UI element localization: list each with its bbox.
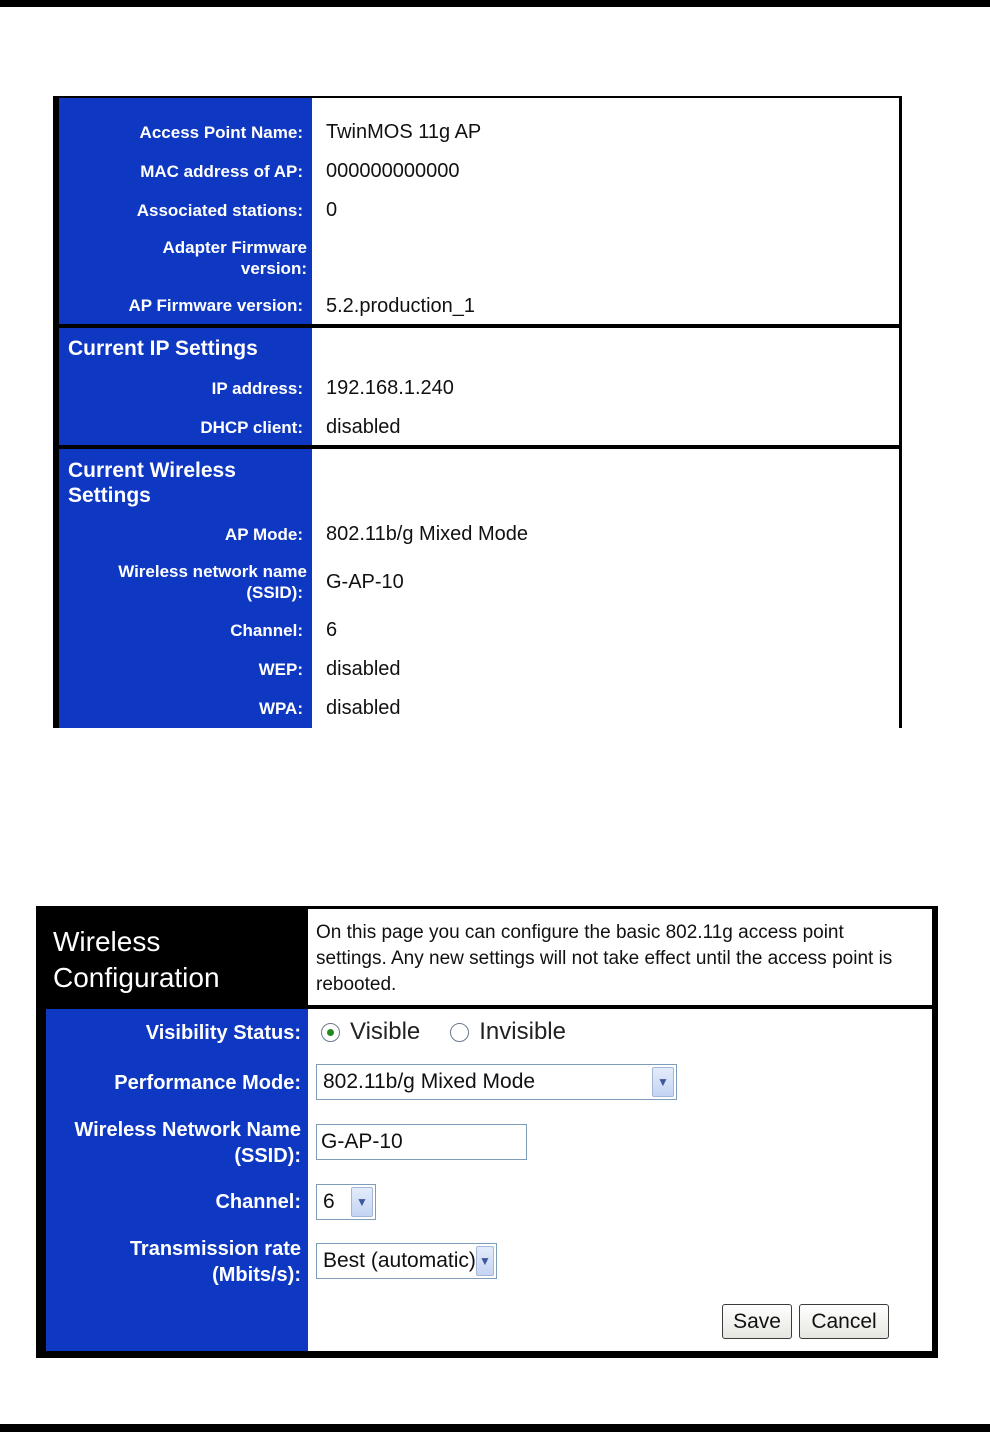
visible-option[interactable] [321, 1018, 420, 1046]
save-button[interactable]: Save [722, 1304, 792, 1339]
ssid-label-line2: (SSID): [246, 583, 303, 602]
config-description-line1: On this page you can configure the basic 802.11g access point [316, 922, 844, 943]
dhcp-client-value: disabled [326, 416, 401, 438]
visible-radio[interactable] [321, 1023, 340, 1042]
config-description [308, 909, 932, 1005]
ssid-label [118, 561, 307, 603]
associated-stations-value: 0 [326, 199, 338, 221]
mac-address-label: MAC address of AP: [140, 162, 303, 181]
config-title-line2: Configuration [53, 962, 220, 993]
cancel-button[interactable]: Cancel [799, 1304, 889, 1339]
channel-select-value: 6 [323, 1190, 335, 1213]
ssid-field-label [74, 1117, 301, 1169]
config-header [36, 906, 308, 1006]
ssid-input[interactable]: G-AP-10 [316, 1124, 527, 1160]
ip-address-label: IP address: [211, 379, 303, 398]
wep-value: disabled [326, 658, 401, 680]
section-divider [59, 445, 899, 449]
ap-name-value: TwinMOS 11g AP [326, 121, 482, 143]
wireless-settings-heading-line2: Settings [68, 484, 151, 507]
ssid-field-label-line2: (SSID): [234, 1145, 301, 1167]
channel-label: Channel: [230, 621, 303, 640]
adapter-firmware-label [162, 237, 307, 279]
ssid-label-line1: Wireless network name [118, 562, 307, 581]
mac-address-value: 000000000000 [326, 160, 460, 182]
wpa-value: disabled [326, 697, 401, 719]
transmission-rate-value: Best (automatic) [323, 1249, 476, 1272]
channel-select[interactable] [316, 1184, 376, 1220]
adapter-firmware-label-line2: version: [240, 259, 307, 278]
config-title-line1: Wireless [53, 926, 161, 957]
performance-mode-value: 802.11b/g Mixed Mode [323, 1070, 536, 1093]
ip-settings-heading: Current IP Settings [68, 337, 258, 360]
visibility-status-label: Visibility Status: [145, 1022, 301, 1044]
ap-firmware-label: AP Firmware version: [128, 296, 303, 315]
ap-mode-label: AP Mode: [224, 525, 303, 544]
invisible-option-label: Invisible [479, 1018, 566, 1045]
chevron-down-icon[interactable]: ▼ [476, 1246, 494, 1276]
wireless-settings-heading [68, 458, 236, 508]
ap-name-label: Access Point Name: [139, 123, 303, 142]
top-rule [0, 0, 990, 7]
transmission-rate-label [130, 1236, 301, 1288]
performance-mode-label: Performance Mode: [114, 1072, 301, 1094]
chevron-down-icon[interactable]: ▼ [652, 1067, 674, 1097]
associated-stations-label: Associated stations: [136, 201, 303, 220]
visible-option-label: Visible [350, 1018, 421, 1045]
section-divider [59, 324, 899, 328]
config-label-column [46, 1009, 308, 1351]
visibility-radio-group [321, 1014, 596, 1050]
config-description-line3: rebooted. [316, 974, 397, 995]
wep-label: WEP: [258, 660, 303, 679]
config-field-column [308, 1009, 932, 1351]
bottom-rule [0, 1424, 990, 1432]
channel-field-label: Channel: [215, 1191, 301, 1213]
chevron-down-icon[interactable]: ▼ [351, 1187, 373, 1217]
config-title [53, 924, 220, 996]
dhcp-client-label: DHCP client: [200, 418, 303, 437]
ip-address-value: 192.168.1.240 [326, 377, 454, 399]
config-description-line2: settings. Any new settings will not take effect until the access point is [316, 948, 893, 969]
performance-mode-select[interactable] [316, 1064, 677, 1100]
ap-status-panel [53, 96, 902, 728]
ssid-field-label-line1: Wireless Network Name [74, 1119, 301, 1141]
transmission-rate-select[interactable] [316, 1243, 497, 1279]
wpa-label: WPA: [258, 699, 303, 718]
ssid-value: G-AP-10 [326, 571, 404, 593]
wireless-settings-heading-line1: Current Wireless [68, 459, 236, 482]
ap-mode-value: 802.11b/g Mixed Mode [326, 523, 528, 545]
invisible-radio[interactable] [450, 1023, 469, 1042]
transmission-rate-label-line2: (Mbits/s): [212, 1264, 301, 1286]
ap-firmware-value: 5.2.production_1 [326, 295, 476, 317]
adapter-firmware-label-line1: Adapter Firmware [162, 238, 307, 257]
channel-value: 6 [326, 619, 338, 641]
invisible-option[interactable] [450, 1018, 566, 1046]
transmission-rate-label-line1: Transmission rate [129, 1238, 301, 1260]
